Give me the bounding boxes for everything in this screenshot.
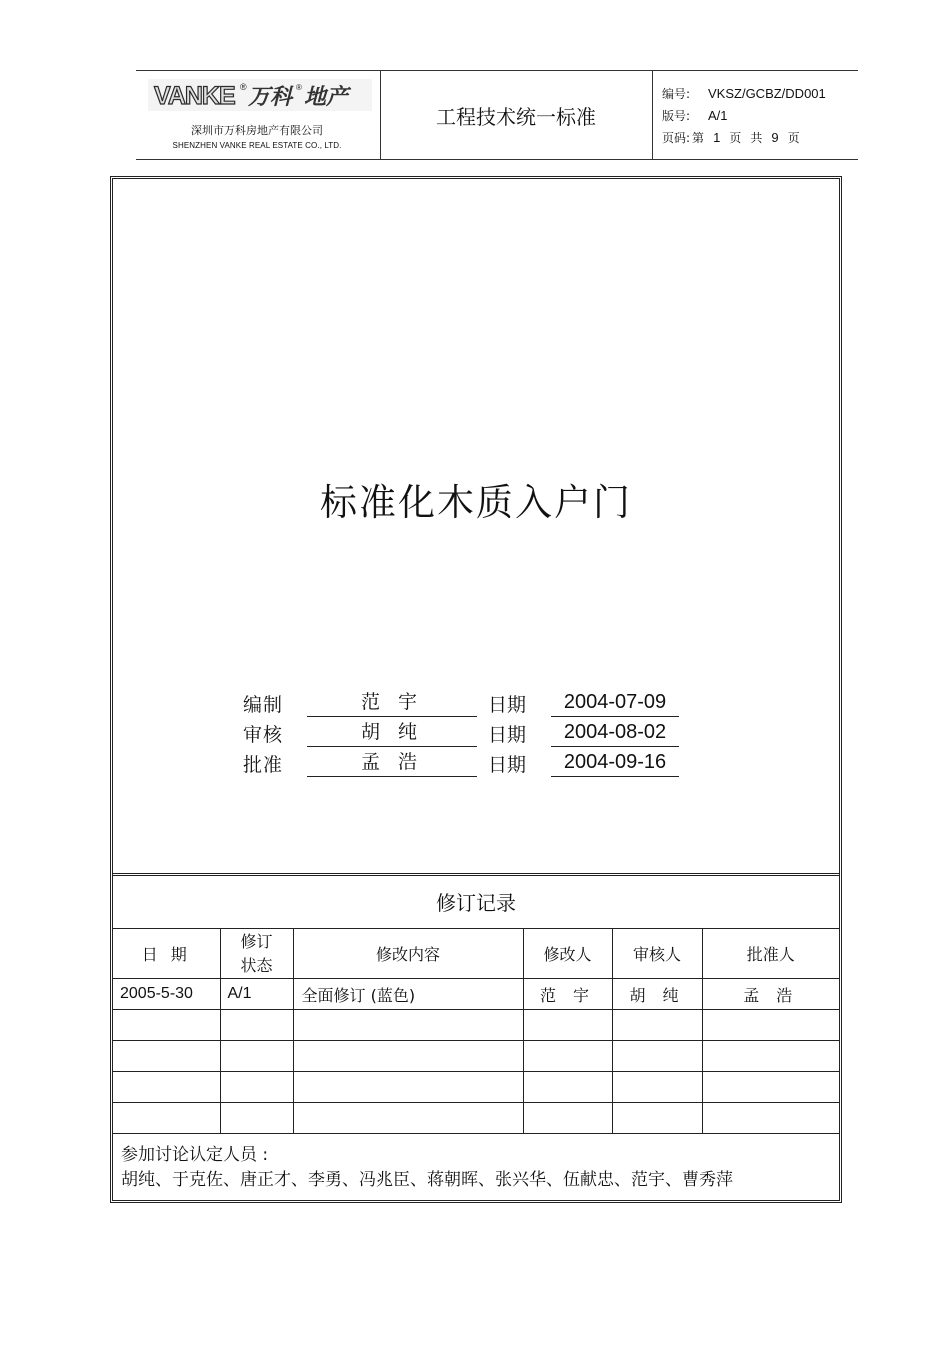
cell-status <box>220 1010 293 1041</box>
signoff-name: 孟 浩 <box>307 748 477 777</box>
cell-approver <box>702 1041 839 1072</box>
revision-record <box>113 876 839 1193</box>
cell-date: 2005-5-30 <box>113 979 220 1010</box>
signoff-role: 批准 <box>243 754 284 776</box>
cell-approver <box>702 1072 839 1103</box>
cell-date <box>113 1072 220 1103</box>
page-gong: 共 <box>750 131 763 145</box>
cell-reviewer <box>612 1072 702 1103</box>
signoff-date-label: 日期 <box>488 694 527 716</box>
document-meta <box>662 83 826 149</box>
signoff-date-label: 日期 <box>488 724 527 746</box>
cell-content <box>293 1041 523 1072</box>
signoff-name: 胡 纯 <box>307 718 477 747</box>
cell-modifier <box>523 1103 612 1134</box>
cell-content <box>293 1072 523 1103</box>
cell-modifier <box>523 1041 612 1072</box>
cell-approver <box>702 1010 839 1041</box>
signoff-row <box>243 748 683 778</box>
col-content-header: 修改内容 <box>293 929 523 979</box>
page-label: 页码: <box>662 131 691 145</box>
page-di: 第 <box>692 131 705 145</box>
col-date-header: 日 期 <box>113 929 220 979</box>
participants-label: 参加讨论认定人员 : <box>121 1145 269 1165</box>
cell-date <box>113 1041 220 1072</box>
header-divider <box>652 71 653 159</box>
code-label: 编号: <box>662 87 691 101</box>
svg-text:®: ® <box>296 83 302 92</box>
cell-date <box>113 1103 220 1134</box>
col-status-header <box>220 929 293 979</box>
document-title: 标准化木质入户门 <box>320 481 632 524</box>
cell-approver: 孟 浩 <box>702 979 839 1010</box>
cell-content: 全面修订 (蓝色) <box>293 979 523 1010</box>
page-current: 1 <box>713 130 721 145</box>
cell-reviewer <box>612 1010 702 1041</box>
cell-status <box>220 1103 293 1134</box>
page-ye-2: 页 <box>787 131 800 145</box>
signoff-name: 范 宇 <box>307 688 477 717</box>
code-row <box>662 83 826 105</box>
svg-text:®: ® <box>240 82 247 92</box>
signoff-row <box>243 688 683 718</box>
table-row <box>113 1041 839 1072</box>
cell-modifier: 范 宇 <box>523 979 612 1010</box>
company-name-cn: 深圳市万科房地产有限公司 <box>191 124 323 137</box>
table-row <box>113 1072 839 1103</box>
version-label: 版号: <box>662 109 691 123</box>
cell-reviewer: 胡 纯 <box>612 979 702 1010</box>
cell-date <box>113 1010 220 1041</box>
signoff-date: 2004-08-02 <box>551 718 679 747</box>
cover-section <box>113 179 839 876</box>
signoff-block <box>243 688 683 778</box>
vanke-logo <box>148 79 372 111</box>
revision-header-row <box>113 929 839 979</box>
cell-reviewer <box>612 1103 702 1134</box>
svg-text:地产: 地产 <box>304 85 349 110</box>
cell-content <box>293 1010 523 1041</box>
cell-status: A/1 <box>220 979 293 1010</box>
signoff-row <box>243 718 683 748</box>
col-approver-header: 批准人 <box>702 929 839 979</box>
page-row <box>662 127 826 149</box>
signoff-role: 编制 <box>243 694 284 716</box>
table-row <box>113 979 839 1010</box>
page-total: 9 <box>771 130 779 145</box>
standard-title: 工程技术统一标准 <box>436 105 596 129</box>
svg-text:VANKE: VANKE <box>154 82 235 110</box>
cell-status <box>220 1041 293 1072</box>
company-name-en: SHENZHEN VANKE REAL ESTATE CO., LTD. <box>172 141 342 150</box>
participants-block <box>113 1134 839 1193</box>
revision-table <box>113 929 839 1134</box>
signoff-date-label: 日期 <box>488 754 527 776</box>
participants-list: 胡纯、于克佐、唐正才、李勇、冯兆臣、蒋朝晖、张兴华、伍献忠、范宇、曹秀萍 <box>121 1170 733 1190</box>
code-value: VKSZ/GCBZ/DD001 <box>708 86 826 101</box>
col-status-line2: 状态 <box>240 955 273 975</box>
col-status-line1: 修订 <box>240 931 273 951</box>
cell-modifier <box>523 1010 612 1041</box>
col-reviewer-header: 审核人 <box>612 929 702 979</box>
version-value: A/1 <box>708 108 728 123</box>
signoff-date: 2004-07-09 <box>551 688 679 717</box>
cell-reviewer <box>612 1041 702 1072</box>
table-row <box>113 1103 839 1134</box>
signoff-date: 2004-09-16 <box>551 748 679 777</box>
cell-modifier <box>523 1072 612 1103</box>
document-frame <box>110 176 842 1203</box>
cell-status <box>220 1072 293 1103</box>
document-header <box>136 70 858 160</box>
svg-text:万科: 万科 <box>248 85 293 110</box>
version-row <box>662 105 826 127</box>
cell-approver <box>702 1103 839 1134</box>
signoff-role: 审核 <box>243 724 284 746</box>
col-modifier-header: 修改人 <box>523 929 612 979</box>
revision-title: 修订记录 <box>113 876 839 929</box>
table-row <box>113 1010 839 1041</box>
page-ye: 页 <box>729 131 742 145</box>
cell-content <box>293 1103 523 1134</box>
